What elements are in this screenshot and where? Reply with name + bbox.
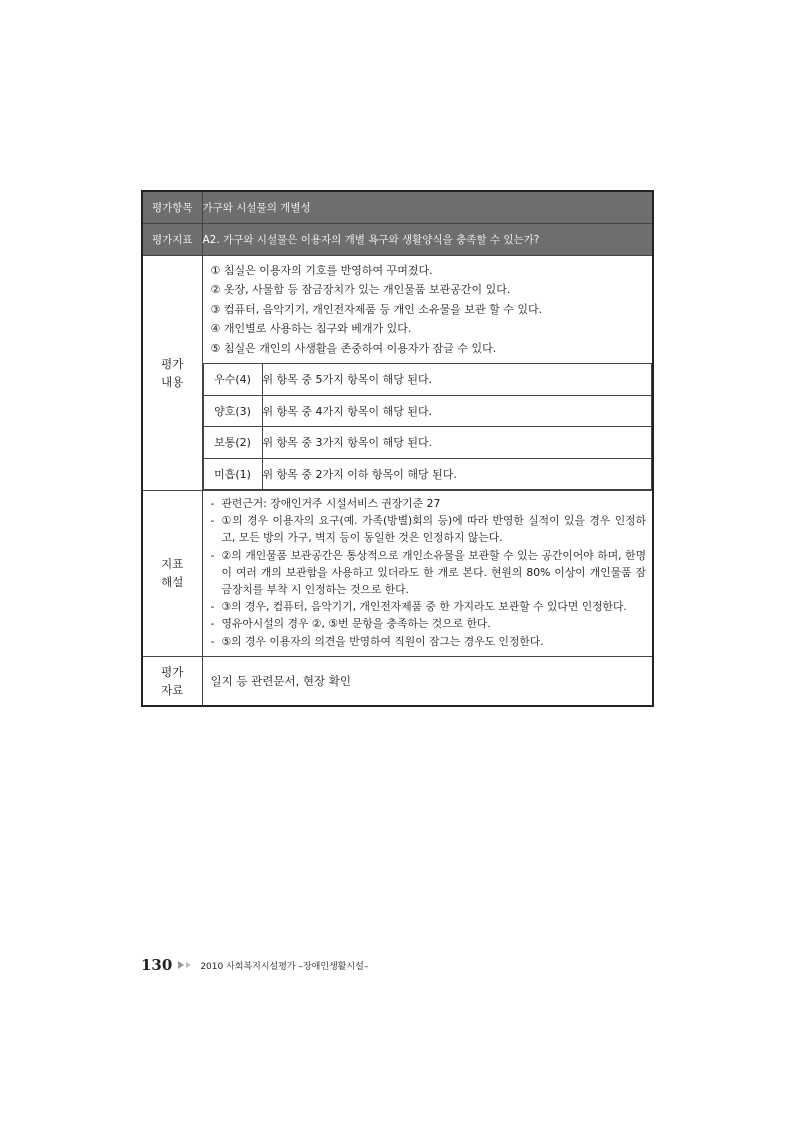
note-dash: - — [210, 548, 215, 562]
grade-label: 양호(3) — [203, 395, 262, 427]
commentary-note — [209, 547, 647, 599]
commentary-note — [209, 512, 647, 546]
evaluation-table — [141, 190, 654, 707]
grade-row — [203, 364, 652, 396]
grade-row — [203, 427, 652, 459]
page-number: 130 — [141, 956, 173, 974]
note-dash: - — [210, 617, 215, 631]
evaluation-item-label: 평가항목 — [142, 191, 202, 224]
note-text: 영유아시설의 경우 ②, ⑤번 문항을 충족하는 것으로 한다. — [221, 617, 491, 631]
evaluation-indicator-value: A2. 가구와 시설물은 이용자의 개별 욕구와 생활양식을 충족할 수 있는가? — [202, 224, 653, 256]
grade-table — [203, 363, 653, 490]
evaluation-materials-label-line2: 자료 — [161, 683, 184, 698]
commentary-note — [209, 598, 647, 615]
evaluation-indicator-label: 평가지표 — [142, 224, 202, 256]
evaluation-content-label-line2: 내용 — [161, 375, 184, 390]
note-text: ①의 경우 이용자의 요구(예. 가족(방별)회의 등)에 따라 반영한 실적이 있을 경우 인정하고, 모든 방의 가구, 벽지 등이 동일한 것은 인정하지 않는다. — [221, 514, 646, 545]
grade-description: 위 항목 중 3가지 항목이 해당 된다. — [262, 427, 652, 459]
grade-description: 위 항목 중 2가지 이하 항목이 해당 된다. — [262, 458, 652, 490]
grade-description: 위 항목 중 4가지 항목이 해당 된다. — [262, 395, 652, 427]
grade-description: 위 항목 중 5가지 항목이 해당 된다. — [262, 364, 652, 396]
evaluation-materials-label — [142, 656, 202, 706]
criteria-item: ⑤ 침실은 개인의 사생활을 존중하여 이용자가 잠글 수 있다. — [210, 341, 497, 355]
commentary-note — [209, 633, 647, 650]
criteria-list — [203, 256, 653, 363]
indicator-commentary-row — [142, 491, 653, 657]
note-text: ③의 경우, 컴퓨터, 음악기기, 개인전자제품 중 한 가지라도 보관할 수 있다면 인정한다. — [221, 600, 627, 614]
note-text: ⑤의 경우 이용자의 의견을 반영하여 직원이 잠그는 경우도 인정한다. — [221, 634, 544, 648]
evaluation-item-row — [142, 191, 653, 224]
footer-publication-title: 2010 사회복지시설평가 –장애인생활시설– — [200, 961, 369, 972]
commentary-notes — [202, 491, 653, 657]
page-footer — [141, 954, 368, 976]
grade-row — [203, 395, 652, 427]
note-dash: - — [210, 634, 215, 648]
evaluation-content-row — [142, 256, 653, 491]
criteria-item: ③ 컴퓨터, 음악기기, 개인전자제품 등 개인 소유물을 보관 할 수 있다. — [210, 302, 543, 316]
note-dash: - — [210, 514, 215, 528]
note-dash: - — [210, 497, 215, 511]
note-text: ②의 개인물품 보관공간은 통상적으로 개인소유물을 보관할 수 있는 공간이어야 하며, 한명이 여러 개의 보관함을 사용하고 있더라도 한 개로 본다. 현원의 80% 이상이 개인물품 잠금장치를 부착 시 인정하는 것으로 한다. — [221, 548, 646, 597]
criteria-item: ① 침실은 이용자의 기호를 반영하여 꾸며졌다. — [210, 264, 433, 277]
note-text: 관련근거: 장애인거주 시설서비스 권장기준 27 — [221, 497, 441, 511]
evaluation-content-cell — [202, 256, 653, 491]
indicator-commentary-label — [142, 491, 202, 657]
note-dash: - — [210, 600, 215, 614]
evaluation-materials-value: 일지 등 관련문서, 현장 확인 — [202, 656, 653, 706]
grade-row — [203, 458, 652, 490]
evaluation-materials-label-line1: 평가 — [161, 665, 184, 680]
grade-label: 미흡(1) — [203, 458, 262, 490]
indicator-commentary-label-line2: 해설 — [161, 575, 184, 590]
double-triangle-right-icon — [178, 961, 193, 969]
evaluation-content-label-line1: 평가 — [161, 357, 184, 372]
evaluation-content-label — [142, 256, 202, 491]
indicator-commentary-label-line1: 지표 — [161, 557, 184, 572]
grade-label: 보통(2) — [203, 427, 262, 459]
commentary-note — [209, 615, 647, 632]
commentary-note — [209, 495, 647, 512]
evaluation-indicator-row — [142, 224, 653, 256]
evaluation-materials-row — [142, 656, 653, 706]
grade-label: 우수(4) — [203, 364, 262, 396]
criteria-item: ② 옷장, 사물함 등 잠금장치가 있는 개인물품 보관공간이 있다. — [210, 283, 511, 297]
criteria-item: ④ 개인별로 사용하는 침구와 베개가 있다. — [210, 322, 412, 336]
evaluation-item-value: 가구와 시설물의 개별성 — [202, 191, 653, 224]
